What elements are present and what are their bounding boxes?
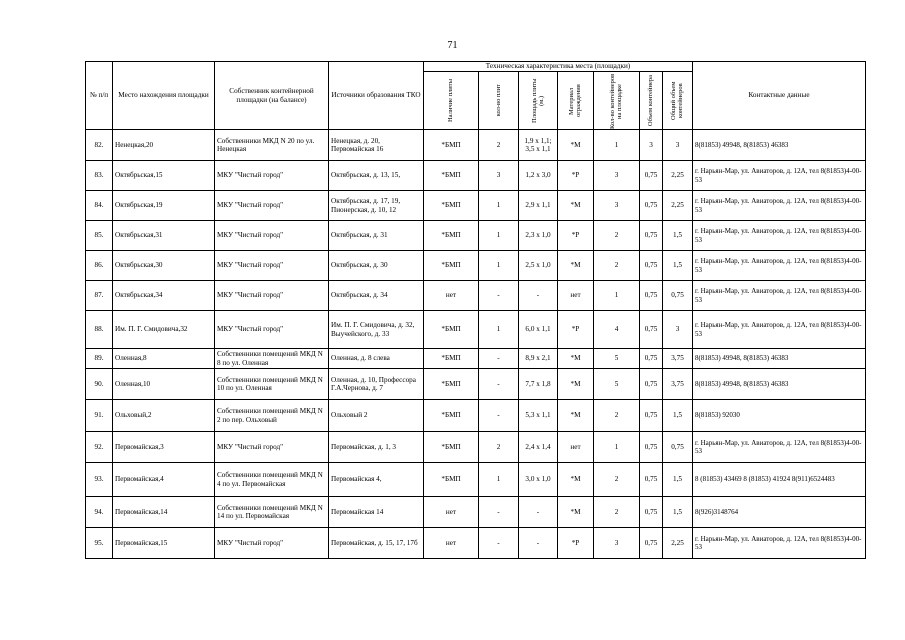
plates-count-cell: 1 (479, 463, 519, 497)
slab-cell: *БМП (424, 191, 479, 221)
fence-material-cell: *Р (558, 161, 594, 191)
container-volume-cell: 0,75 (640, 369, 663, 400)
table-row (86, 161, 866, 191)
table-row (86, 400, 866, 432)
location-cell: Оленная,10 (113, 369, 215, 400)
owner-cell: МКУ "Чистый город" (215, 528, 329, 559)
sources-cell: Первомайская 14 (329, 497, 424, 528)
container-volume-cell: 0,75 (640, 497, 663, 528)
plates-count-cell: - (479, 400, 519, 432)
total-volume-cell: 0,75 (663, 432, 693, 463)
slab-area-cell: 1,9 х 1,1; 3,5 х 1,1 (519, 130, 558, 161)
location-cell: Им. П. Г. Смидовича,32 (113, 311, 215, 349)
row-number: 86. (86, 251, 113, 281)
sources-cell: Оленная, д. 8 слева (329, 349, 424, 369)
contact-cell: г. Нарьян-Мар, ул. Авиаторов, д. 12А, тел 8(81853)4-00-53 (693, 528, 866, 559)
contact-cell: г. Нарьян-Мар, ул. Авиаторов, д. 12А, тел 8(81853)4-00-53 (693, 191, 866, 221)
sources-cell: Ольховый 2 (329, 400, 424, 432)
container-volume-cell: 0,75 (640, 161, 663, 191)
contact-cell: г. Нарьян-Мар, ул. Авиаторов, д. 12А, тел 8(81853)4-00-53 (693, 221, 866, 251)
container-volume-cell: 0,75 (640, 281, 663, 311)
sources-cell: Октябрьская, д. 30 (329, 251, 424, 281)
sources-cell: Октябрьская, д. 31 (329, 221, 424, 251)
slab-cell: *БМП (424, 349, 479, 369)
slab-cell: *БМП (424, 221, 479, 251)
owner-cell: МКУ "Чистый город" (215, 221, 329, 251)
slab-area-cell: 1,2 х 3,0 (519, 161, 558, 191)
plates-count-cell: 2 (479, 432, 519, 463)
container-volume-cell: 3 (640, 130, 663, 161)
table-row (86, 191, 866, 221)
container-volume-cell: 0,75 (640, 191, 663, 221)
contact-cell: 8(81853) 49948, 8(81853) 46383 (693, 369, 866, 400)
slab-cell: *БМП (424, 311, 479, 349)
page-number: 71 (447, 40, 458, 51)
total-volume-cell: 1,5 (663, 251, 693, 281)
location-cell: Октябрьская,30 (113, 251, 215, 281)
location-cell: Октябрьская,19 (113, 191, 215, 221)
table-row (86, 528, 866, 559)
header-containers: Кол-во контейнеров на площадке (594, 72, 640, 130)
row-number: 88. (86, 311, 113, 349)
location-cell: Первомайская,4 (113, 463, 215, 497)
total-volume-cell: 1,5 (663, 497, 693, 528)
header-total-volume: Общий объем контейнеров (663, 72, 693, 130)
slab-area-cell: 2,4 х 1,4 (519, 432, 558, 463)
owner-cell: Собственники помещений МКД N 10 по ул. Оленная (215, 369, 329, 400)
fence-material-cell: *М (558, 349, 594, 369)
contact-cell: г. Нарьян-Мар, ул. Авиаторов, д. 12А, тел 8(81853)4-00-53 (693, 432, 866, 463)
container-volume-cell: 0,75 (640, 400, 663, 432)
slab-area-cell: 5,3 х 1,1 (519, 400, 558, 432)
total-volume-cell: 2,25 (663, 191, 693, 221)
containers-count-cell: 3 (594, 191, 640, 221)
containers-count-cell: 1 (594, 281, 640, 311)
table-row (86, 463, 866, 497)
sources-cell: Первомайская 4, (329, 463, 424, 497)
row-number: 90. (86, 369, 113, 400)
total-volume-cell: 0,75 (663, 281, 693, 311)
container-volume-cell: 0,75 (640, 221, 663, 251)
slab-cell: *БМП (424, 130, 479, 161)
container-volume-cell: 0,75 (640, 311, 663, 349)
sources-cell: Октябрьская, д. 34 (329, 281, 424, 311)
total-volume-cell: 2,25 (663, 161, 693, 191)
slab-area-cell: 2,9 х 1,1 (519, 191, 558, 221)
containers-count-cell: 4 (594, 311, 640, 349)
row-number: 84. (86, 191, 113, 221)
slab-area-cell: 2,5 х 1,0 (519, 251, 558, 281)
header-contacts: Контактные данные (693, 62, 866, 130)
fence-material-cell: *М (558, 497, 594, 528)
plates-count-cell: 1 (479, 251, 519, 281)
slab-area-cell: - (519, 528, 558, 559)
location-cell: Ненецкая,20 (113, 130, 215, 161)
contact-cell: г. Нарьян-Мар, ул. Авиаторов, д. 12А, тел 8(81853)4-00-53 (693, 161, 866, 191)
slab-cell: *БМП (424, 161, 479, 191)
location-cell: Октябрьская,31 (113, 221, 215, 251)
slab-area-cell: 6,0 х 1,1 (519, 311, 558, 349)
plates-count-cell: - (479, 497, 519, 528)
owner-cell: МКУ "Чистый город" (215, 161, 329, 191)
contact-cell: 8(81853) 49948, 8(81853) 46383 (693, 349, 866, 369)
slab-area-cell: 8,9 х 2,1 (519, 349, 558, 369)
row-number: 94. (86, 497, 113, 528)
slab-cell: *БМП (424, 400, 479, 432)
location-cell: Оленная,8 (113, 349, 215, 369)
total-volume-cell: 3,75 (663, 369, 693, 400)
contact-cell: 8(926)3148764 (693, 497, 866, 528)
owner-cell: Собственники МКД N 20 по ул. Ненецкая (215, 130, 329, 161)
slab-cell: *БМП (424, 251, 479, 281)
fence-material-cell: нет (558, 281, 594, 311)
plates-count-cell: 3 (479, 161, 519, 191)
row-number: 92. (86, 432, 113, 463)
slab-cell: нет (424, 528, 479, 559)
plates-count-cell: 2 (479, 130, 519, 161)
header-num: № п/п (86, 62, 113, 130)
slab-cell: нет (424, 497, 479, 528)
sources-cell: Ненецкая, д. 20, Первомайская 16 (329, 130, 424, 161)
header-plates: кол-во плит (479, 72, 519, 130)
table-row (86, 432, 866, 463)
location-cell: Первомайская,3 (113, 432, 215, 463)
sources-cell: Октябрьская, д. 17, 19, Пионерская, д. 10, 12 (329, 191, 424, 221)
fence-material-cell: *Р (558, 528, 594, 559)
row-number: 82. (86, 130, 113, 161)
containers-count-cell: 3 (594, 528, 640, 559)
containers-count-cell: 3 (594, 161, 640, 191)
fence-material-cell: *М (558, 191, 594, 221)
row-number: 89. (86, 349, 113, 369)
plates-count-cell: - (479, 349, 519, 369)
owner-cell: Собственники помещений МКД N 2 по пер. Ольховый (215, 400, 329, 432)
total-volume-cell: 1,5 (663, 221, 693, 251)
plates-count-cell: - (479, 281, 519, 311)
contact-cell: 8 (81853) 43469 8 (81853) 41924 8(911)6524483 (693, 463, 866, 497)
container-volume-cell: 0,75 (640, 349, 663, 369)
slab-area-cell: 7,7 х 1,8 (519, 369, 558, 400)
containers-count-cell: 2 (594, 497, 640, 528)
total-volume-cell: 3 (663, 130, 693, 161)
location-cell: Октябрьская,15 (113, 161, 215, 191)
fence-material-cell: *М (558, 463, 594, 497)
total-volume-cell: 1,5 (663, 463, 693, 497)
container-volume-cell: 0,75 (640, 463, 663, 497)
owner-cell: Собственники помещений МКД N 4 по ул. Первомайская (215, 463, 329, 497)
owner-cell: МКУ "Чистый город" (215, 432, 329, 463)
slab-area-cell: - (519, 281, 558, 311)
fence-material-cell: *М (558, 369, 594, 400)
container-sites-table (85, 61, 866, 559)
row-number: 91. (86, 400, 113, 432)
location-cell: Первомайская,15 (113, 528, 215, 559)
table-row (86, 251, 866, 281)
sources-cell: Оленная, д. 10, Профессора Г.А.Чернова, д. 7 (329, 369, 424, 400)
location-cell: Ольховый,2 (113, 400, 215, 432)
slab-area-cell: - (519, 497, 558, 528)
fence-material-cell: *Р (558, 311, 594, 349)
table-row (86, 281, 866, 311)
contact-cell: 8(81853) 49948, 8(81853) 46383 (693, 130, 866, 161)
total-volume-cell: 1,5 (663, 400, 693, 432)
container-volume-cell: 0,75 (640, 432, 663, 463)
table-row (86, 311, 866, 349)
header-location: Место нахождения площадки (113, 62, 215, 130)
sources-cell: Первомайская, д. 1, 3 (329, 432, 424, 463)
table-row (86, 130, 866, 161)
sources-cell: Октябрьская, д. 13, 15, (329, 161, 424, 191)
slab-cell: *БМП (424, 432, 479, 463)
header-owner: Собственник контейнерной площадки (на балансе) (215, 62, 329, 130)
location-cell: Октябрьская,34 (113, 281, 215, 311)
fence-material-cell: *М (558, 251, 594, 281)
plates-count-cell: 1 (479, 311, 519, 349)
fence-material-cell: *Р (558, 221, 594, 251)
location-cell: Первомайская,14 (113, 497, 215, 528)
table-body (86, 130, 866, 559)
contact-cell: г. Нарьян-Мар, ул. Авиаторов, д. 12А, тел 8(81853)4-00-53 (693, 311, 866, 349)
slab-cell: нет (424, 281, 479, 311)
row-number: 85. (86, 221, 113, 251)
table-row (86, 497, 866, 528)
containers-count-cell: 5 (594, 369, 640, 400)
header-fence: Материал ограждения (558, 72, 594, 130)
contact-cell: г. Нарьян-Мар, ул. Авиаторов, д. 12А, тел 8(81853)4-00-53 (693, 251, 866, 281)
owner-cell: МКУ "Чистый город" (215, 281, 329, 311)
fence-material-cell: *М (558, 400, 594, 432)
sources-cell: Им. П. Г. Смидовича, д. 32, Выучейского, д. 33 (329, 311, 424, 349)
containers-count-cell: 2 (594, 221, 640, 251)
header-row (86, 62, 866, 72)
contact-cell: 8(81853) 92030 (693, 400, 866, 432)
slab-cell: *БМП (424, 369, 479, 400)
table-row (86, 221, 866, 251)
sources-cell: Первомайская, д. 15, 17, 17б (329, 528, 424, 559)
total-volume-cell: 2,25 (663, 528, 693, 559)
container-volume-cell: 0,75 (640, 528, 663, 559)
owner-cell: МКУ "Чистый город" (215, 311, 329, 349)
plates-count-cell: - (479, 369, 519, 400)
header-slab: Наличие плиты (424, 72, 479, 130)
containers-count-cell: 2 (594, 251, 640, 281)
containers-count-cell: 5 (594, 349, 640, 369)
slab-area-cell: 3,0 х 1,0 (519, 463, 558, 497)
owner-cell: Собственники помещений МКД N 8 по ул. Оленная (215, 349, 329, 369)
table-row (86, 349, 866, 369)
contact-cell: г. Нарьян-Мар, ул. Авиаторов, д. 12А, тел 8(81853)4-00-53 (693, 281, 866, 311)
header-sources: Источники образования ТКО (329, 62, 424, 130)
row-number: 83. (86, 161, 113, 191)
owner-cell: МКУ "Чистый город" (215, 191, 329, 221)
header-volume: Объем контейнера (640, 72, 663, 130)
fence-material-cell: *М (558, 130, 594, 161)
fence-material-cell: нет (558, 432, 594, 463)
total-volume-cell: 3 (663, 311, 693, 349)
plates-count-cell: 1 (479, 191, 519, 221)
containers-count-cell: 2 (594, 400, 640, 432)
row-number: 95. (86, 528, 113, 559)
plates-count-cell: - (479, 528, 519, 559)
container-volume-cell: 0,75 (640, 251, 663, 281)
slab-cell: *БМП (424, 463, 479, 497)
containers-count-cell: 2 (594, 463, 640, 497)
row-number: 93. (86, 463, 113, 497)
containers-count-cell: 1 (594, 432, 640, 463)
row-number: 87. (86, 281, 113, 311)
header-area: Площадь плиты (м.) (519, 72, 558, 130)
slab-area-cell: 2,3 х 1,0 (519, 221, 558, 251)
plates-count-cell: 1 (479, 221, 519, 251)
header-tech: Техническая характеристика места (площадки) (424, 62, 693, 72)
total-volume-cell: 3,75 (663, 349, 693, 369)
table-row (86, 369, 866, 400)
owner-cell: Собственники помещений МКД N 14 по ул. Первомайская (215, 497, 329, 528)
containers-count-cell: 1 (594, 130, 640, 161)
owner-cell: МКУ "Чистый город" (215, 251, 329, 281)
